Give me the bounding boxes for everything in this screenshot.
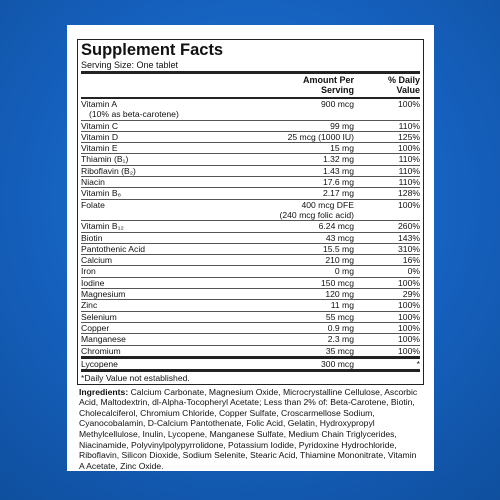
nutrient-daily-value: 29% xyxy=(402,289,420,300)
nutrient-daily-value: 110% xyxy=(398,177,420,188)
nutrient-name: Niacin xyxy=(81,177,105,188)
nutrient-name: Iodine xyxy=(81,277,105,288)
nutrient-amount: 120 mg xyxy=(325,289,354,300)
nutrient-name: Magnesium xyxy=(81,289,126,300)
label-title: Supplement Facts xyxy=(81,41,224,59)
nutrient-amount: 17.6 mg xyxy=(322,177,354,188)
nutrient-amount: 150 mcg xyxy=(321,277,354,288)
nutrient-row xyxy=(81,166,420,177)
ingredients-label: Ingredients: xyxy=(79,386,129,397)
daily-value-footnote: *Daily Value not established. xyxy=(81,373,190,384)
nutrient-daily-value: 143% xyxy=(398,232,420,243)
nutrient-row xyxy=(81,143,420,154)
nutrient-name: Vitamin B₆ xyxy=(81,188,122,199)
nutrient-table xyxy=(81,99,420,356)
nutrient-name: Vitamin C xyxy=(81,120,119,131)
column-header xyxy=(81,74,420,97)
nutrient-name: Zinc xyxy=(81,300,98,311)
nutrient-amount: 25 mcg (1000 IU) xyxy=(287,131,354,142)
nutrient-row xyxy=(81,334,420,345)
nutrient-daily-value: * xyxy=(416,358,420,369)
nutrient-amount: 0 mg xyxy=(334,266,354,277)
nutrient-amount: 11 mg xyxy=(330,300,354,311)
nutrient-name: Copper xyxy=(81,322,110,333)
nutrient-daily-value: 100% xyxy=(398,99,420,109)
daily-value-header: % Daily Value xyxy=(387,75,420,95)
nutrient-name: Vitamin E xyxy=(81,143,118,154)
other-nutrient-row xyxy=(81,359,420,369)
nutrient-amount: 1.32 mg xyxy=(322,154,354,165)
nutrient-name: Biotin xyxy=(81,232,103,243)
nutrient-row xyxy=(81,177,420,188)
nutrient-amount: 15.5 mg xyxy=(322,243,354,254)
nutrient-row xyxy=(81,323,420,334)
nutrient-row xyxy=(81,121,420,132)
nutrient-daily-value: 110% xyxy=(398,165,420,176)
nutrient-row xyxy=(81,278,420,289)
nutrient-row xyxy=(81,312,420,323)
nutrient-amount: 55 mcg xyxy=(325,311,354,322)
nutrient-name: Lycopene xyxy=(81,358,118,369)
nutrient-name: Vitamin D xyxy=(81,131,119,142)
nutrient-row xyxy=(81,154,420,165)
nutrient-row xyxy=(81,200,420,222)
nutrient-amount: 99 mg xyxy=(330,120,354,131)
ingredients-text: Calcium Carbonate, Magnesium Oxide, Microcrystalline Cellulose, Ascorbic Acid, Maltodextrin, dl-Alpha-Tocopheryl Acetate; Less than 2% of: Beta-Carotene, Biotin, Cholecalciferol, Chromium Chloride, Copper Sulfate, Croscarmellose Sodium, Cyanocobalamin, D-Calcium Pantothenate, Folic Acid, Gelatin, Hydroxypropyl Methylcellulose, Inulin, Lycopene, Manganese Sulfate, Medium Chain Triglycerides, Niacinamide, Polyvinylpolypyrrolidone, Potassium Iodide, Pyridoxine Hydrochloride, Riboflavin, Silicon Dioxide, Sodium Selenite, Stearic Acid, Thiamine Mononitrate, Vitamin A Acetate, Zinc Oxide. xyxy=(79,386,418,471)
nutrient-daily-value: 125% xyxy=(398,131,420,142)
nutrient-name: Iron xyxy=(81,266,96,277)
nutrient-row xyxy=(81,255,420,266)
nutrient-daily-value: 110% xyxy=(398,154,420,165)
nutrient-amount: 43 mcg xyxy=(325,232,354,243)
nutrient-name: Calcium xyxy=(81,255,113,266)
nutrient-daily-value: 0% xyxy=(407,266,420,277)
nutrient-row xyxy=(81,221,420,232)
nutrient-row xyxy=(81,266,420,277)
nutrient-name: Folate xyxy=(81,199,105,210)
nutrient-daily-value: 100% xyxy=(398,311,420,322)
nutrient-amount: 400 mcg DFE (240 mcg folic acid) xyxy=(279,199,354,220)
nutrient-name: Vitamin A (10% as beta-carotene) xyxy=(81,99,179,120)
nutrient-row xyxy=(81,233,420,244)
ingredients-list xyxy=(77,385,424,475)
nutrient-daily-value: 100% xyxy=(398,199,420,210)
amount-header: Amount Per Serving xyxy=(302,75,354,95)
serving-size: Serving Size: One tablet xyxy=(81,60,179,70)
nutrient-daily-value: 100% xyxy=(398,322,420,333)
nutrient-name: Riboflavin (B₂) xyxy=(81,165,136,176)
nutrient-daily-value: 16% xyxy=(402,255,420,266)
nutrient-amount: 210 mg xyxy=(325,255,354,266)
nutrient-daily-value: 310% xyxy=(398,243,420,254)
nutrient-amount: 2.3 mg xyxy=(327,334,354,345)
nutrient-amount: 6.24 mcg xyxy=(318,221,354,232)
nutrient-amount: 2.17 mg xyxy=(322,188,354,199)
nutrient-name: Selenium xyxy=(81,311,117,322)
nutrient-daily-value: 100% xyxy=(398,334,420,345)
label-panel xyxy=(67,25,434,471)
nutrient-name: Manganese xyxy=(81,334,126,345)
nutrient-row xyxy=(81,188,420,199)
nutrient-row xyxy=(81,132,420,143)
nutrient-name: Chromium xyxy=(81,345,121,356)
nutrient-daily-value: 260% xyxy=(398,221,420,232)
nutrient-daily-value: 100% xyxy=(398,300,420,311)
nutrient-daily-value: 110% xyxy=(398,120,420,131)
nutrient-name: Pantothenic Acid xyxy=(81,243,146,254)
nutrient-daily-value: 100% xyxy=(398,143,420,154)
nutrient-amount: 1.43 mg xyxy=(322,165,354,176)
nutrient-amount: 300 mcg xyxy=(321,358,354,369)
nutrient-row xyxy=(81,99,420,121)
nutrient-amount: 0.9 mg xyxy=(327,322,354,333)
nutrient-name: Thiamin (B₁) xyxy=(81,154,129,165)
nutrient-amount: 15 mg xyxy=(330,143,354,154)
supplement-facts-box xyxy=(77,39,424,385)
nutrient-amount: 900 mcg xyxy=(321,99,354,109)
nutrient-row xyxy=(81,244,420,255)
nutrient-name: Vitamin B₁₂ xyxy=(81,221,124,232)
nutrient-row xyxy=(81,300,420,311)
nutrient-daily-value: 100% xyxy=(398,277,420,288)
nutrient-row xyxy=(81,346,420,356)
nutrient-amount: 35 mcg xyxy=(325,345,354,356)
nutrient-row xyxy=(81,289,420,300)
nutrient-daily-value: 100% xyxy=(398,345,420,356)
nutrient-daily-value: 128% xyxy=(398,188,420,199)
